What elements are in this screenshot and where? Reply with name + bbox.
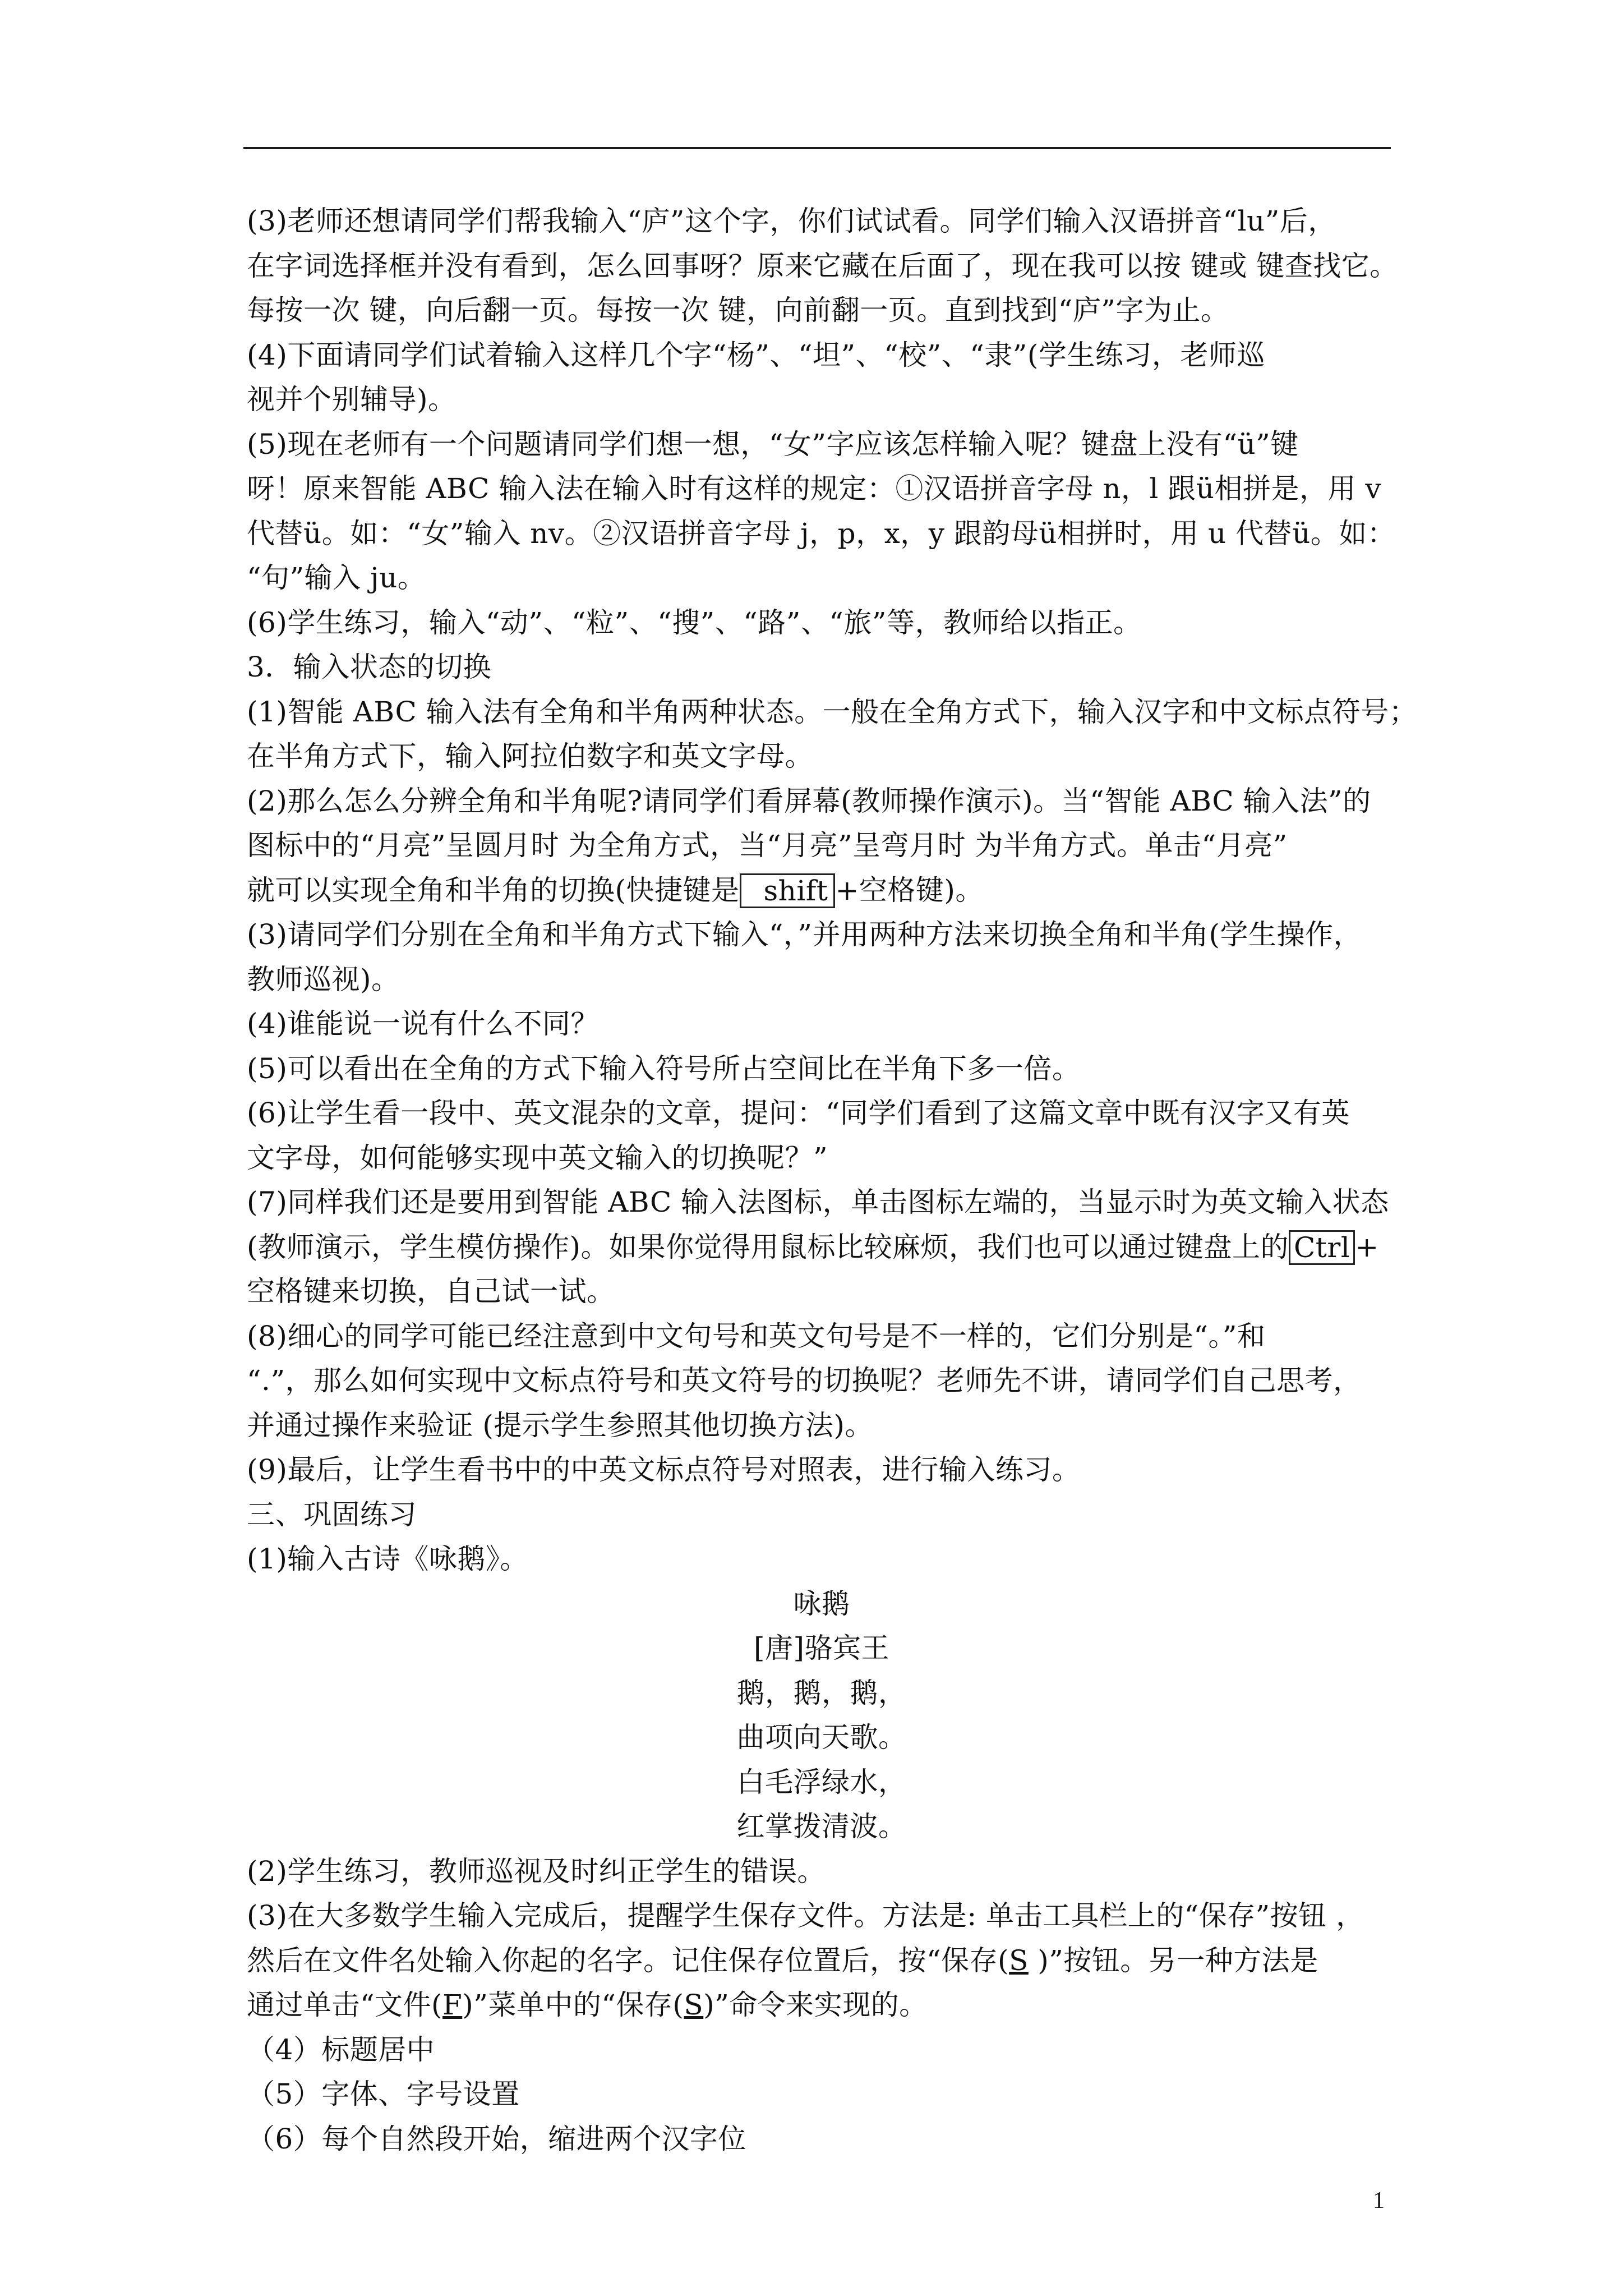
paragraph-line: (8)细心的同学可能已经注意到中文句号和英文句号是不一样的，它们分别是“。”和 (247, 1319, 1266, 1352)
ctrl-key-box: Ctrl (1289, 1230, 1355, 1265)
paragraph-line: (1)输入古诗《咏鹅》。 (247, 1543, 528, 1575)
text-segment: 通过单击“文件( (247, 1989, 443, 2021)
text-segment: +空格键)。 (835, 873, 984, 907)
text-segment: )”菜单中的“保存( (462, 1989, 684, 2021)
paragraph-line: (2)那么怎么分辨全角和半角呢?请同学们看屏幕(教师操作演示)。当“智能 ABC 输入法”的 (247, 784, 1371, 817)
paragraph-line: 图标中的“月亮”呈圆月时 为全角方式，当“月亮”呈弯月时 为半角方式。单击“月亮” (247, 829, 1288, 862)
paragraph-line: (6)学生练习，输入“动”、“粒”、“搜”、“路”、“旅”等，教师给以指正。 (247, 606, 1142, 639)
paragraph-line: (9)最后，让学生看书中的中英文标点符号对照表，进行输入练习。 (247, 1453, 1081, 1486)
poem-verse: 鹅，鹅，鹅， (736, 1676, 907, 1709)
text-segment: )”按钮。另一种方法是 (1028, 1944, 1318, 1977)
shift-key-box: shift (740, 873, 836, 908)
shortcut-letter: S (1009, 1944, 1029, 1977)
paragraph-line: (5)现在老师有一个问题请同学们想一想，“女”字应该怎样输入呢？键盘上没有“ü”键 (247, 427, 1299, 461)
paragraph-line: 文字母，如何能够实现中英文输入的切换呢？” (247, 1141, 828, 1174)
text-segment: (教师演示，学生模仿操作)。如果你觉得用鼠标比较麻烦，我们也可以通过键盘上的 (247, 1230, 1289, 1263)
poem-verse: 曲项向天歌。 (736, 1721, 907, 1754)
paragraph-line: (5)可以看出在全角的方式下输入符号所占空间比在半角下多一倍。 (247, 1052, 1081, 1085)
paragraph-line (247, 1225, 1396, 1270)
paragraph-line: 视并个别辅导)。 (247, 383, 457, 416)
document-body (247, 199, 1418, 2161)
paragraph-line: 在半角方式下，输入阿拉伯数字和英文字母。 (247, 740, 813, 772)
paragraph-line: 代替ü。如：“女”输入 nv。②汉语拼音字母 j，p，x，y 跟韵母ü相拼时，用 u 代替ü。如： (247, 517, 1396, 550)
poem-title: 咏鹅 (793, 1587, 850, 1620)
paragraph-line: 教师巡视)。 (247, 963, 400, 996)
text-segment: )”命令来实现的。 (703, 1989, 928, 2021)
section-heading: 三、巩固练习 (247, 1498, 417, 1531)
paragraph-line (247, 1939, 1396, 1984)
paragraph-line: (3)在大多数学生输入完成后，提醒学生保存文件。方法是: 单击工具栏上的“保存”按钮 ， (247, 1899, 1364, 1932)
paragraph-line: (3)老师还想请同学们帮我输入“庐”这个字，你们试试看。同学们输入汉语拼音“lu”后， (247, 205, 1336, 237)
text-segment: 就可以实现全角和半角的切换(快捷键是 (247, 873, 740, 907)
paragraph-line: 每按一次 键，向后翻一页。每按一次 键，向前翻一页。直到找到“庐”字为止。 (247, 294, 1229, 326)
paragraph-line: (1)智能 ABC 输入法有全角和半角两种状态。一般在全角方式下，输入汉字和中文标点符号； (247, 695, 1418, 728)
paragraph-line: (4)谁能说一说有什么不同？ (247, 1007, 599, 1040)
poem-verse: 红掌拨清波。 (736, 1810, 907, 1843)
poem-verse: 白毛浮绿水， (736, 1765, 907, 1798)
paragraph-line: 并通过操作来验证 (提示学生参照其他切换方法)。 (247, 1409, 873, 1442)
page-number: 1 (1373, 2188, 1385, 2214)
paragraph-line: （6）每个自然段开始，缩进两个汉字位 (247, 2122, 746, 2155)
text-segment: 然后在文件名处输入你起的名字。记住保存位置后，按“保存( (247, 1944, 1009, 1977)
paragraph-line: “句”输入 ju。 (247, 562, 426, 594)
paragraph-line: （4）标题居中 (247, 2033, 435, 2066)
header-rule (243, 147, 1391, 149)
section-heading: 3．输入状态的切换 (247, 651, 492, 683)
text-segment: + (1355, 1230, 1379, 1263)
paragraph-line: (6)让学生看一段中、英文混杂的文章，提问：“同学们看到了这篇文章中既有汉字又有英 (247, 1097, 1350, 1129)
paragraph-line: 呀！原来智能 ABC 输入法在输入时有这样的规定：①汉语拼音字母 n，l 跟ü相拼是，用 v (247, 472, 1382, 505)
shortcut-letter: S (684, 1989, 704, 2021)
poem-author: [唐]骆宾王 (753, 1632, 889, 1664)
paragraph-line: (2)学生练习，教师巡视及时纠正学生的错误。 (247, 1855, 826, 1888)
paragraph-line: (4)下面请同学们试着输入这样几个字“杨”、“坦”、“校”、“隶”(学生练习，老师巡 (247, 338, 1265, 371)
paragraph-line: 在字词选择框并没有看到，怎么回事呀？原来它藏在后面了，现在我可以按 键或 键查找它。 (247, 249, 1398, 282)
paragraph-line: “.”，那么如何实现中文标点符号和英文符号的切换呢？老师先不讲，请同学们自己思考， (247, 1364, 1362, 1397)
shortcut-letter: F (442, 1989, 463, 2021)
paragraph-line: (3)请同学们分别在全角和半角方式下输入“，”并用两种方法来切换全角和半角(学生操作， (247, 918, 1362, 951)
paragraph-line: (7)同样我们还是要用到智能 ABC 输入法图标，单击图标左端的，当显示时为英文输入状态 (247, 1186, 1389, 1218)
paragraph-line (247, 1983, 1396, 2028)
paragraph-line: （5）字体、字号设置 (247, 2078, 520, 2110)
paragraph-line (247, 868, 1396, 913)
paragraph-line: 空格键来切换，自己试一试。 (247, 1275, 615, 1308)
